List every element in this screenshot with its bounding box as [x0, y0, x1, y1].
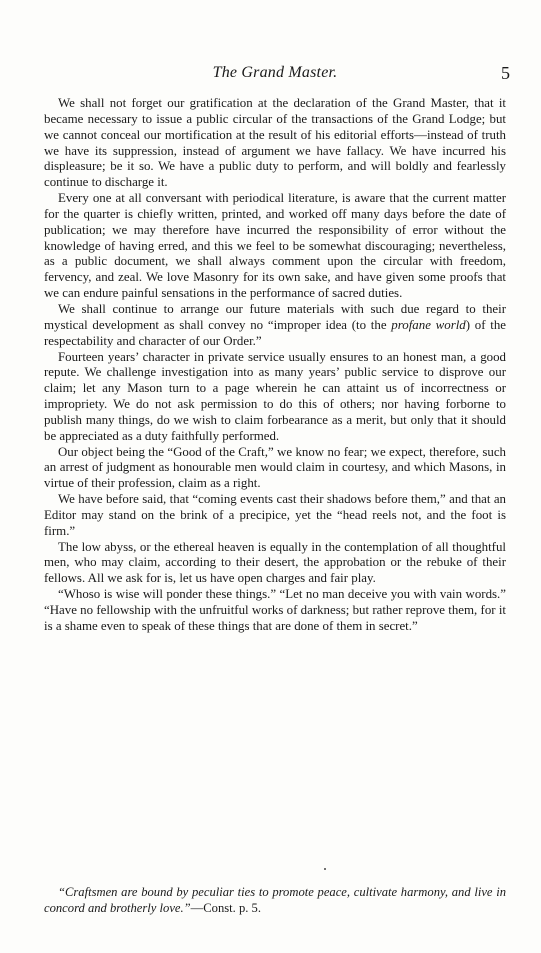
paragraph: Fourteen years’ character in private service usually ensures to an honest man, a good repute. We challenge investigation into as many years’ public service to disprove our claim; let any Mason turn to a page wherein he can attaint us of incorrectness or impropriety. We do not ask permission to do this of others; nor having forborne to publish many things, do we wish to claim forbearance as a merit, but only that it should be appreciated as a duty faithfully performed. — [44, 349, 506, 443]
running-title: The Grand Master. — [212, 64, 338, 81]
running-header — [40, 64, 510, 84]
paragraph: The low abyss, or the ethereal heaven is equally in the contemplation of all thoughtful men, who may claim, according to their desert, the approbation or the rebuke of their fellows. All we ask for is, let us have open charges and fair play. — [44, 539, 506, 586]
footer-quote — [44, 884, 506, 916]
paragraph: Every one at all conversant with periodical literature, is aware that the current matter for the quarter is chiefly written, printed, and worked off many days before the date of publication; we may therefore have incurred the responsibility of error without the knowledge of having erred, and this we feel to be somewhat discouraging; nevertheless, as a public document, we shall always comment upon the circular with freedom, fervency, and zeal. We love Masonry for its own sake, and have given some proofs that we can endure painful sensations in the performance of sacred duties. — [44, 191, 506, 301]
body-text — [44, 96, 506, 635]
paragraph: Our object being the “Good of the Craft,” we know no fear; we expect, therefore, such an arrest of judgment as honourable men would claim in courtesy, and which Masons, in virtue of their profession, claim as a right. — [44, 444, 506, 491]
quote-text: “Craftsmen are bound by peculiar ties to promote peace, cultivate harmony, and live in concord and brotherly love.” — [44, 885, 506, 915]
quote-reference: —Const. p. 5. — [190, 901, 261, 915]
ink-dot — [324, 868, 326, 870]
paragraph: We shall not forget our gratification at the declaration of the Grand Master, that it became necessary to issue a public circular of the transactions of the Grand Lodge; but we cannot conceal our mortification at the result of his editorial efforts—instead of truth we have its suppression, instead of argument we have fallacy. We have incurred his displeasure; be it so. We have a public duty to perform, and will boldly and fearlessly continue to discharge it. — [44, 96, 506, 190]
paragraph: We shall continue to arrange our future materials with such due regard to their mystical development as shall convey no “improper idea (to the profane world) of the respectability and character of our Order.” — [44, 301, 506, 348]
paragraph: We have before said, that “coming events cast their shadows before them,” and that an Editor may stand on the brink of a precipice, yet the “head reels not, and the foot is firm.” — [44, 492, 506, 538]
page-number: 5 — [501, 63, 510, 83]
italic-phrase: profane world — [391, 317, 466, 332]
paragraph: “Whoso is wise will ponder these things.” “Let no man deceive you with vain words.” “Have no fellowship with the unfruitful works of darkness; but rather reprove them, for it is a shame even to speak of these things that are done of them in secret.” — [44, 587, 506, 633]
